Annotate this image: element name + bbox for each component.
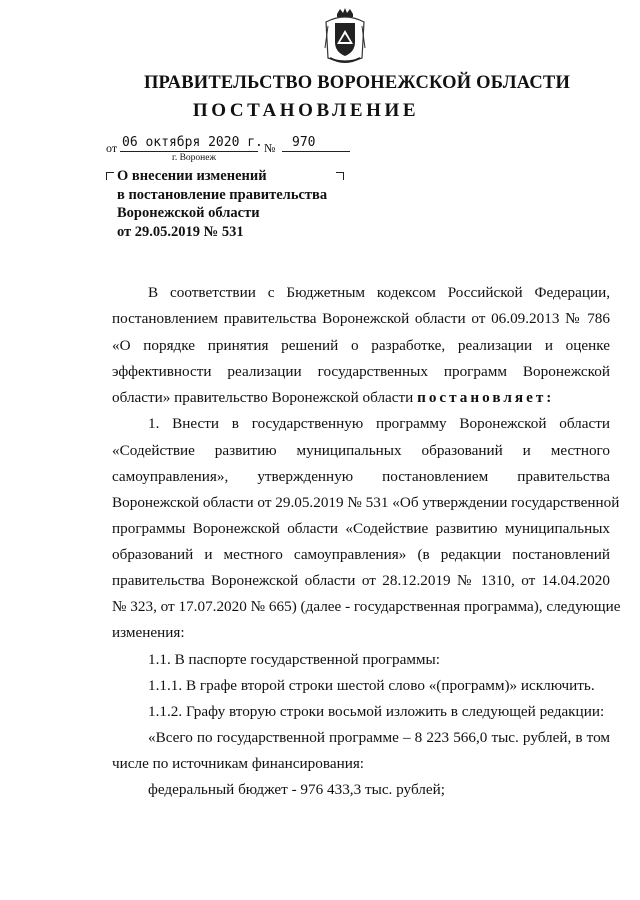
government-title: ПРАВИТЕЛЬСТВО ВОРОНЕЖСКОЙ ОБЛАСТИ <box>143 73 571 93</box>
body-line: числе по источникам финансирования: <box>112 755 365 772</box>
date-underline <box>120 151 258 152</box>
document-type-title: ПОСТАНОВЛЕНИЕ <box>192 100 420 121</box>
number-underline <box>282 151 350 152</box>
body-line: эффективности реализации государственных программ Воронежской <box>112 363 610 380</box>
subject-line: О внесении изменений <box>117 168 267 184</box>
body-line: 1. Внести в государственную программу Воронежской области <box>148 415 610 432</box>
subject-line: в постановление правительства <box>117 186 328 203</box>
body-line-enacting <box>112 388 554 407</box>
body-line: № 323, от 17.07.2020 № 665) (далее - государственная программа), следующие <box>112 598 621 615</box>
body-line: изменения: <box>112 624 185 641</box>
body-line: самоуправления», утвержденную постановлением правительства <box>112 468 610 485</box>
subject-line: Воронежской области <box>117 205 260 221</box>
body-line: «Всего по государственной программе – 8 223 566,0 тыс. рублей, в том <box>148 729 610 746</box>
body-line: постановлением правительства Воронежской области от 06.09.2013 № 786 <box>112 310 610 327</box>
date-prefix: от <box>106 141 118 155</box>
body-line: 1.1.1. В графе второй строки шестой слово «(программ)» исключить. <box>148 677 595 694</box>
date-value: 06 октября 2020 г. <box>122 135 263 150</box>
subject-line: от 29.05.2019 № 531 <box>117 223 244 240</box>
body-line: программы Воронежской области «Содействие развитию муниципальных <box>112 520 610 537</box>
voronezh-coat-of-arms-icon <box>322 8 368 66</box>
body-line: «О порядке принятия решений о разработке, реализации и оценке <box>112 337 610 354</box>
number-prefix: № <box>264 141 276 155</box>
body-line: образований и местного самоуправления» (в редакции постановлений <box>112 546 610 563</box>
body-line: Воронежской области от 29.05.2019 № 531 «Об утверждении государственной <box>112 494 620 511</box>
document-subject <box>117 167 357 241</box>
enacting-text: области» правительство Воронежской области <box>112 389 418 406</box>
subject-bracket-left <box>106 172 114 180</box>
body-line: В соответствии с Бюджетным кодексом Российской Федерации, <box>148 284 610 301</box>
body-line: федеральный бюджет - 976 433,3 тыс. рублей; <box>148 781 445 798</box>
body-line: правительства Воронежской области от 28.12.2019 № 1310, от 14.04.2020 <box>112 572 610 589</box>
body-line: «Содействие развитию муниципальных образований и местного <box>112 442 610 459</box>
city-label: г. Воронеж <box>172 153 217 163</box>
number-value: 970 <box>292 135 316 150</box>
enacting-word: постановляет: <box>417 389 555 406</box>
body-line: 1.1. В паспорте государственной программы: <box>148 651 440 668</box>
body-line: 1.1.2. Графу вторую строки восьмой изложить в следующей редакции: <box>148 703 605 720</box>
